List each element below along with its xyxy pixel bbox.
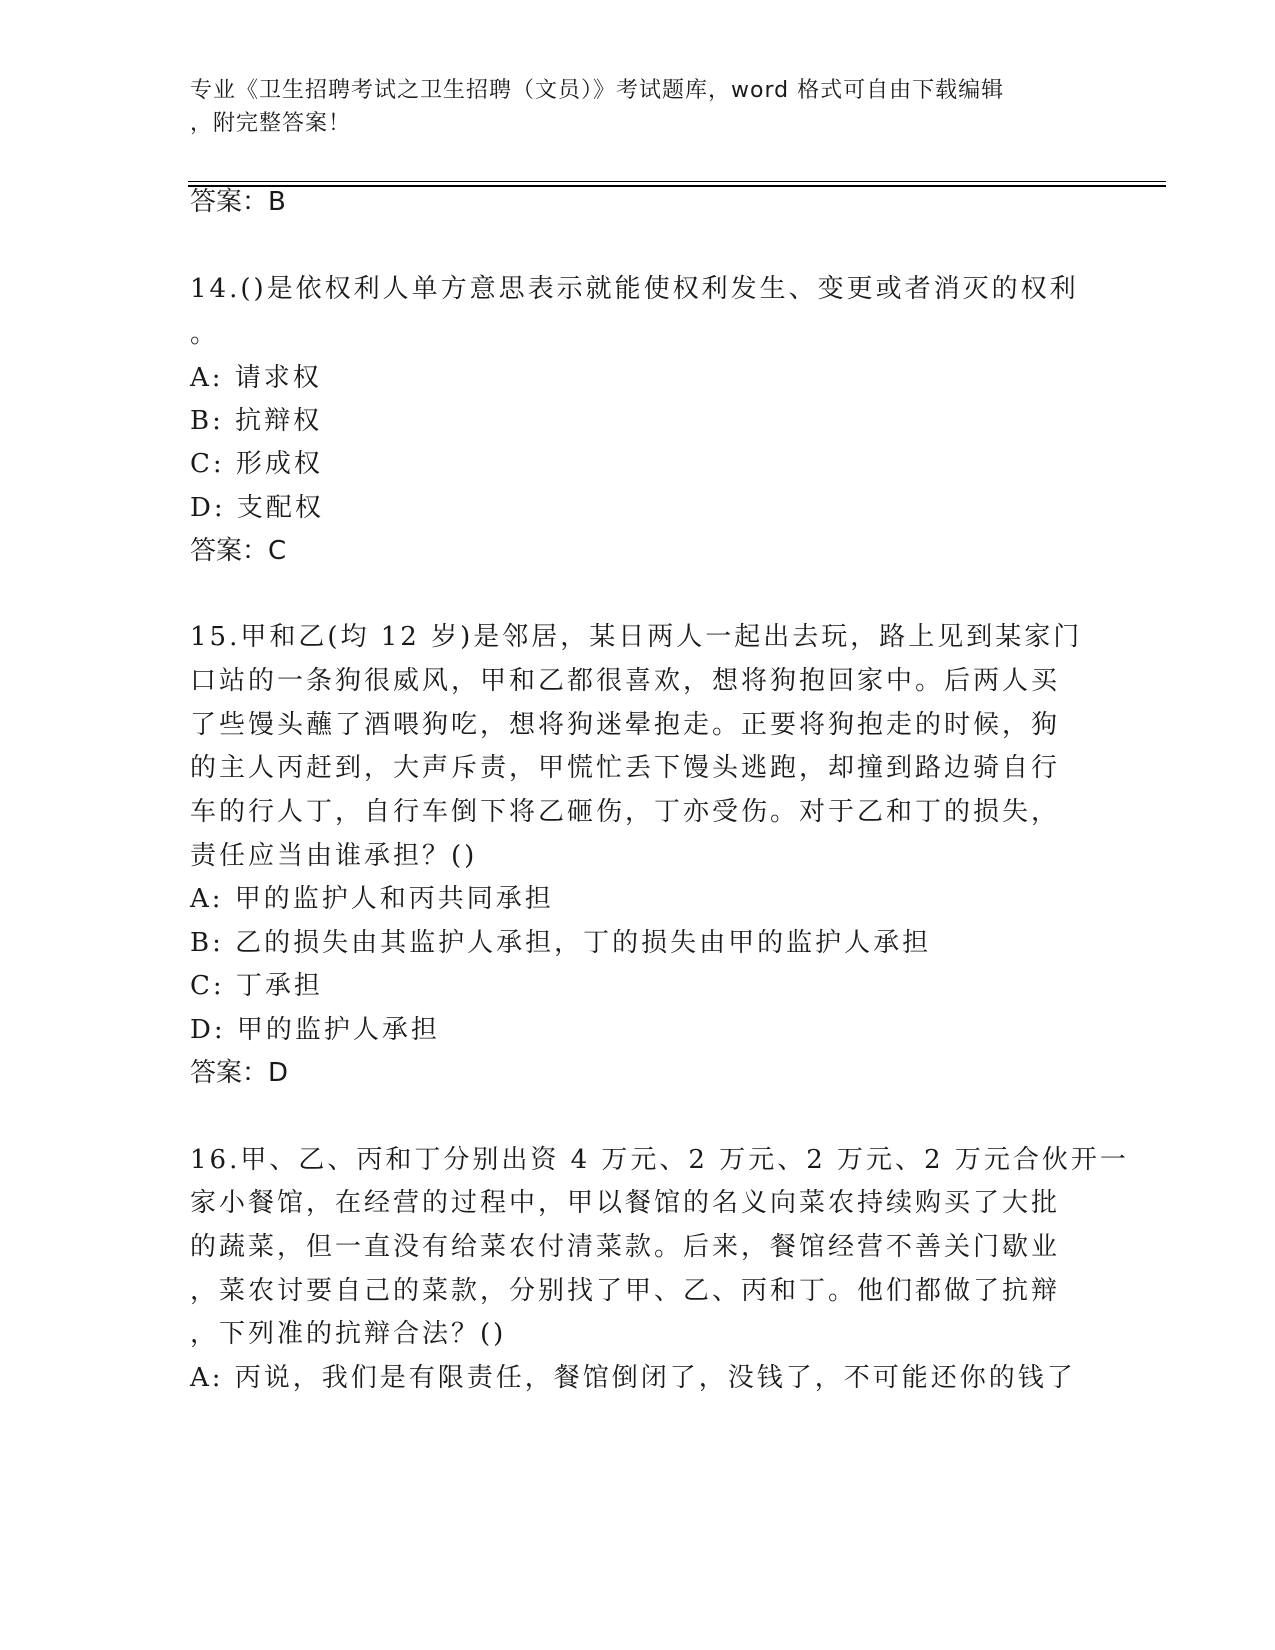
question-16-line-4: ，菜农讨要自己的菜款，分别找了甲、乙、丙和丁。他们都做了抗辩 bbox=[190, 1276, 1061, 1306]
question-15-line-3: 了些馒头蘸了酒喂狗吃，想将狗迷晕抱走。正要将狗抱走的时候，狗 bbox=[190, 710, 1061, 740]
question-16-line-2: 家小餐馆，在经营的过程中，甲以餐馆的名义向菜农持续购买了大批 bbox=[190, 1188, 1061, 1218]
question-14-line-2: 。 bbox=[190, 319, 220, 349]
question-15-option-b: B: 乙的损失由其监护人承担，丁的损失由甲的监护人承担 bbox=[190, 928, 932, 958]
answer-q14: 答案：C bbox=[190, 536, 287, 566]
question-16-line-5: ，下列准的抗辩合法？() bbox=[190, 1319, 507, 1349]
header-line-1: 专业《卫生招聘考试之卫生招聘（文员）》考试题库，word 格式可自由下载编辑 bbox=[190, 78, 1005, 103]
question-15-line-4: 的主人丙赶到，大声斥责，甲慌忙丢下馒头逃跑，却撞到路边骑自行 bbox=[190, 753, 1061, 783]
question-15-line-2: 口站的一条狗很威风，甲和乙都很喜欢，想将狗抱回家中。后两人买 bbox=[190, 666, 1061, 696]
question-16-line-3: 的蔬菜，但一直没有给菜农付清菜款。后来，餐馆经营不善关门歇业 bbox=[190, 1232, 1061, 1262]
question-15-line-5: 车的行人丁，自行车倒下将乙砸伤，丁亦受伤。对于乙和丁的损失， bbox=[190, 797, 1061, 827]
answer-q15: 答案：D bbox=[190, 1058, 289, 1088]
question-15-option-d: D: 甲的监护人承担 bbox=[190, 1015, 440, 1045]
question-15-option-c: C: 丁承担 bbox=[190, 971, 323, 1001]
question-14-option-b: B: 抗辩权 bbox=[190, 406, 323, 436]
header-divider-thick bbox=[188, 185, 1166, 187]
question-14-option-c: C: 形成权 bbox=[190, 449, 323, 479]
question-14-option-d: D: 支配权 bbox=[190, 493, 324, 523]
header-line-2: ，附完整答案！ bbox=[190, 111, 352, 136]
question-15-option-a: A: 甲的监护人和丙共同承担 bbox=[190, 884, 554, 914]
question-14-line-1: 14.()是依权利人单方意思表示就能使权利发生、变更或者消灭的权利 bbox=[190, 274, 1079, 304]
question-15-line-6: 责任应当由谁承担？() bbox=[190, 841, 478, 871]
question-16-line-1: 16.甲、乙、丙和丁分别出资 4 万元、2 万元、2 万元、2 万元合伙开一 bbox=[190, 1145, 1129, 1175]
question-14-option-a: A: 请求权 bbox=[190, 363, 322, 393]
question-16-option-a: A: 丙说，我们是有限责任，餐馆倒闭了，没钱了，不可能还你的钱了 bbox=[190, 1363, 1076, 1393]
document-header bbox=[190, 74, 1090, 140]
question-15-line-1: 15.甲和乙(均 12 岁)是邻居，某日两人一起出去玩，路上见到某家门 bbox=[190, 622, 1083, 652]
answer-q13: 答案：B bbox=[190, 187, 286, 217]
header-divider-thin bbox=[188, 181, 1166, 182]
